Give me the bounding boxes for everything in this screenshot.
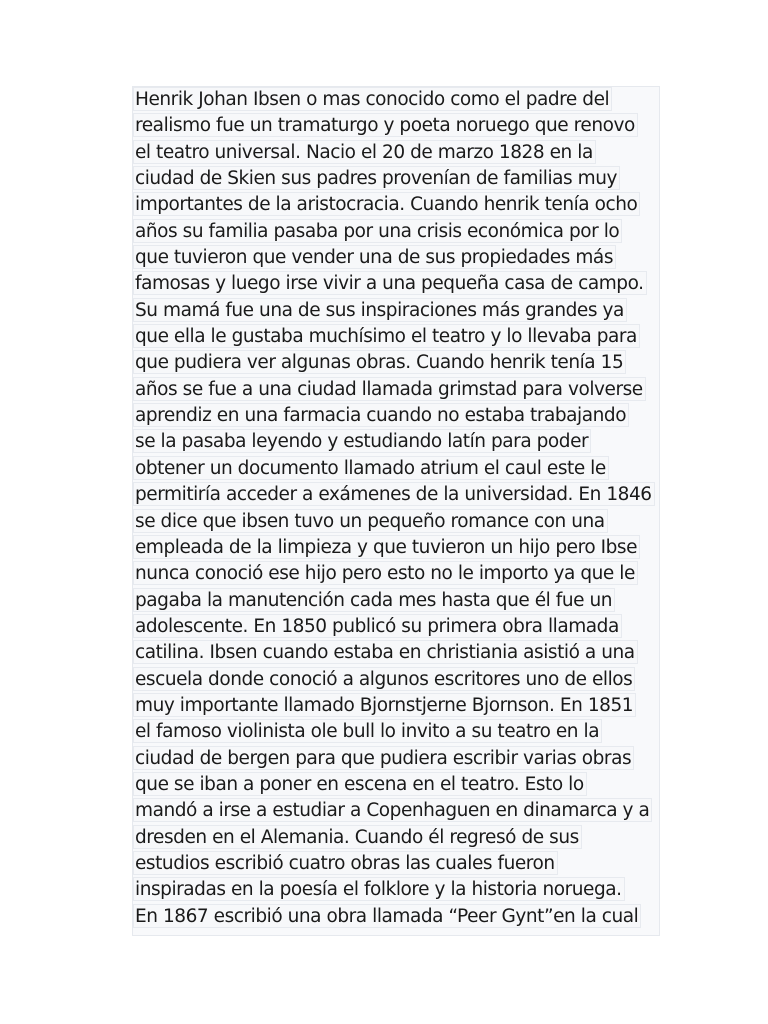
text-line: nunca conoció ese hijo pero esto no le importo ya que le	[133, 561, 638, 585]
text-line: obtener un documento llamado atrium el caul este le	[133, 456, 609, 480]
text-line: pagaba la manutención cada mes hasta que él fue un	[133, 588, 615, 612]
text-line: mandó a irse a estudiar a Copenhaguen en dinamarca y a	[133, 798, 652, 822]
text-line: Su mamá fue una de sus inspiraciones más grandes ya	[133, 298, 627, 322]
text-line: se dice que ibsen tuvo un pequeño romance con una	[133, 509, 608, 533]
text-line: muy importante llamado Bjornstjerne Bjornson. En 1851	[133, 693, 636, 717]
text-line: ciudad de Skien sus padres provenían de familias muy	[133, 166, 620, 190]
text-line: se la pasaba leyendo y estudiando latín para poder	[133, 429, 591, 453]
text-line: famosas y luego irse vivir a una pequeña casa de campo.	[133, 271, 647, 295]
text-line: el teatro universal. Nacio el 20 de marzo 1828 en la	[133, 140, 596, 164]
text-line: dresden en el Alemania. Cuando él regresó de sus	[133, 825, 582, 849]
text-line: Henrik Johan Ibsen o mas conocido como el padre del	[133, 87, 612, 111]
text-line: que ella le gustaba muchísimo el teatro y lo llevaba para	[133, 324, 640, 348]
text-line: años se fue a una ciudad llamada grimstad para volverse	[133, 377, 646, 401]
text-line: importantes de la aristocracia. Cuando henrik tenía ocho	[133, 192, 640, 216]
paragraph	[133, 87, 693, 930]
text-line: estudios escribió cuatro obras las cuales fueron	[133, 851, 558, 875]
text-line: el famoso violinista ole bull lo invito a su teatro en la	[133, 719, 602, 743]
text-line: realismo fue un tramaturgo y poeta noruego que renovo	[133, 113, 638, 137]
text-line: empleada de la limpieza y que tuvieron un hijo pero Ibse	[133, 535, 640, 559]
text-line: escuela donde conoció a algunos escritores uno de ellos	[133, 667, 635, 691]
text-line: años su familia pasaba por una crisis económica por lo	[133, 219, 622, 243]
text-line: En 1867 escribió una obra llamada “Peer Gynt”en la cual	[133, 904, 641, 928]
text-line: adolescente. En 1850 publicó su primera obra llamada	[133, 614, 622, 638]
text-line: inspiradas en la poesía el folklore y la historia noruega.	[133, 877, 625, 901]
text-line: catilina. Ibsen cuando estaba en christiania asistió a una	[133, 640, 638, 664]
text-line: permitiría acceder a exámenes de la universidad. En 1846	[133, 482, 655, 506]
text-line: que pudiera ver algunas obras. Cuando henrik tenía 15	[133, 350, 626, 374]
text-line: que tuvieron que vender una de sus propiedades más	[133, 245, 616, 269]
text-line: que se iban a poner en escena en el teatro. Esto lo	[133, 772, 587, 796]
text-line: ciudad de bergen para que pudiera escribir varias obras	[133, 746, 634, 770]
text-line: aprendiz en una farmacia cuando no estaba trabajando	[133, 403, 629, 427]
